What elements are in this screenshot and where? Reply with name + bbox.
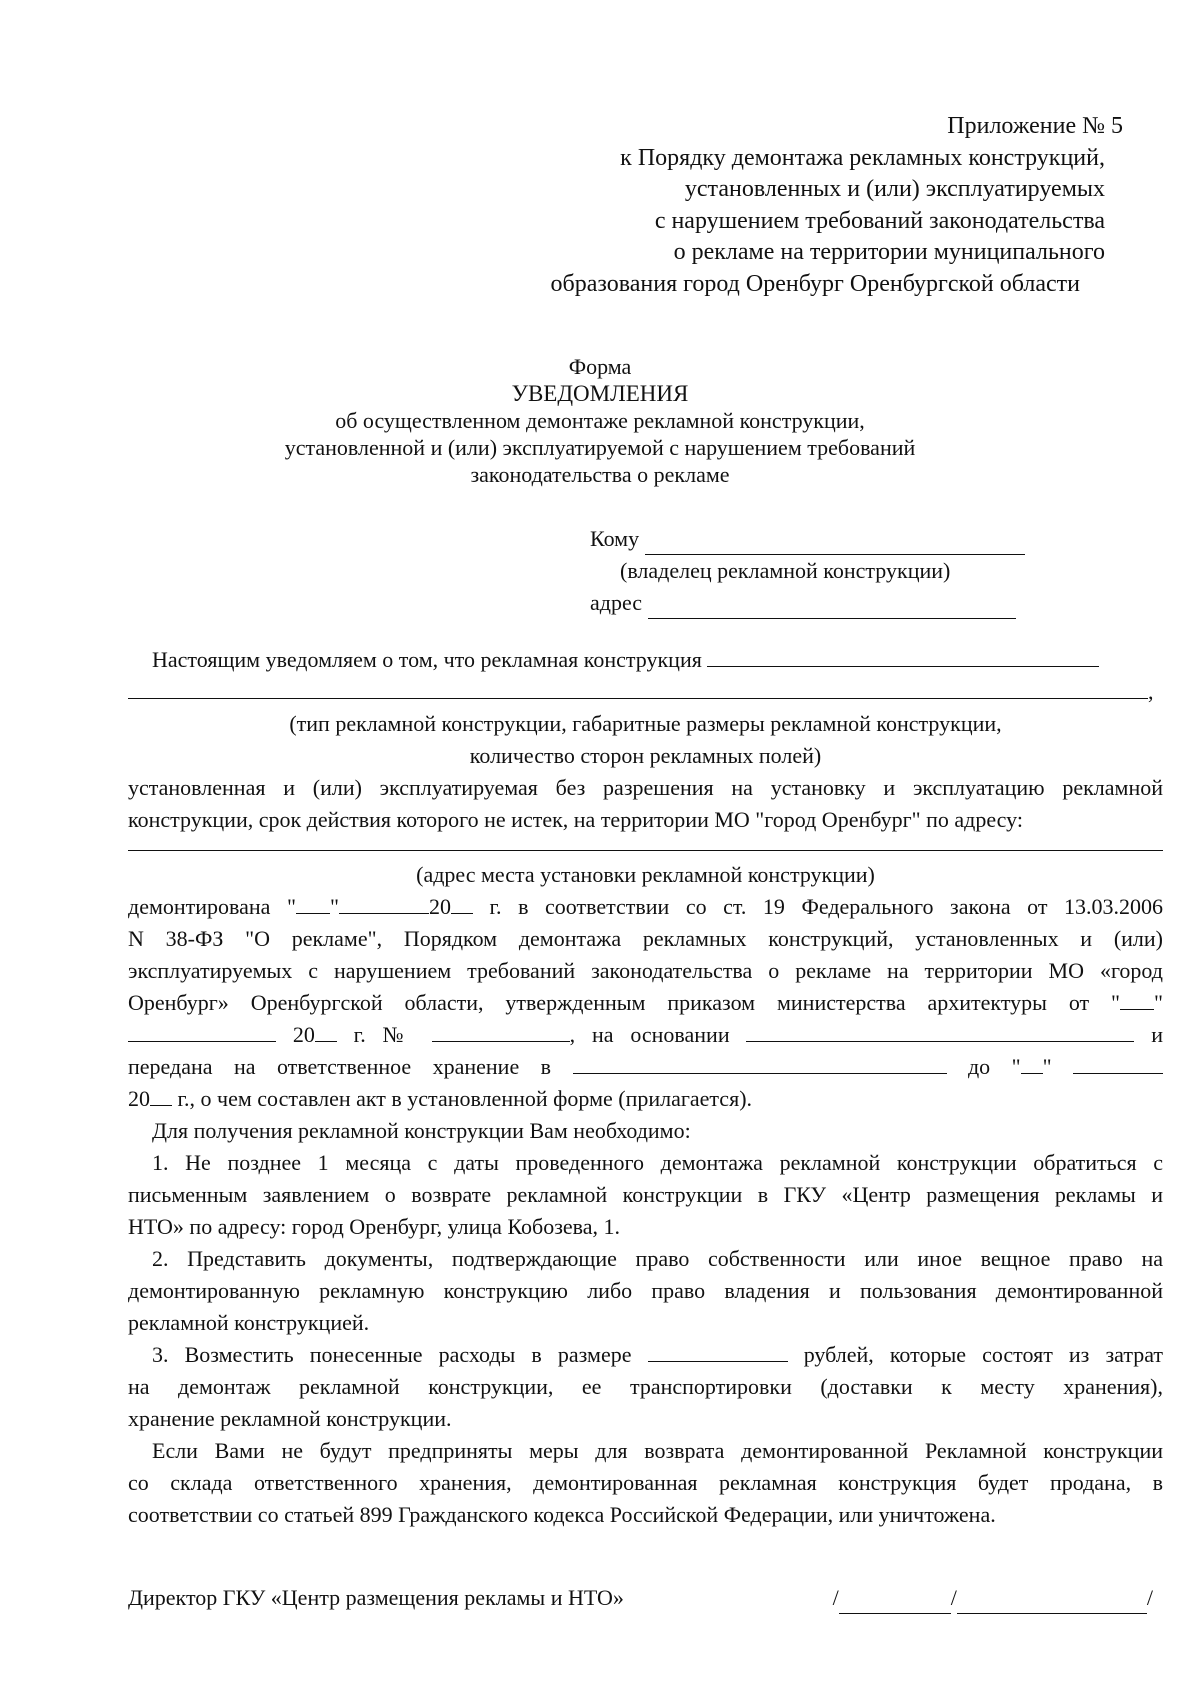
quote: " (1154, 990, 1163, 1015)
until-year-field[interactable] (150, 1083, 172, 1106)
slash: / (832, 1585, 839, 1610)
storage-field[interactable] (573, 1051, 947, 1074)
order-number-field[interactable] (432, 1019, 570, 1042)
item2-line: рекламной конструкцией. (128, 1310, 370, 1335)
dismantled-text: г. в соответствии со ст. 19 Федерального закона от 13.03.2006 (489, 894, 1164, 919)
construction-field[interactable] (707, 644, 1099, 667)
type-caption: количество сторон рекламных полей) (469, 743, 822, 768)
act-text: г., о чем составлен акт в установленной форме (прилагается). (177, 1086, 753, 1111)
year-field[interactable] (451, 891, 473, 914)
transfer-text: передана на ответственное хранение в (128, 1054, 552, 1079)
title-subline: об осуществленном демонтаже рекламной конструкции, (335, 408, 865, 433)
item2-line: демонтированную рекламную конструкцию либо право владения и пользования демонтированной (128, 1278, 1163, 1303)
slash: / (1146, 1585, 1153, 1610)
item3-text: 3. Возместить понесенные расходы в размере (152, 1342, 632, 1367)
address-caption: (адрес места установки рекламной конструкции) (416, 862, 875, 887)
cost-field[interactable] (648, 1339, 788, 1362)
until-text: до " (967, 1054, 1021, 1079)
signature-field[interactable] (839, 1591, 951, 1614)
intro-text: Настоящим уведомляем о том, что рекламная конструкция (152, 647, 702, 672)
item1-line: НТО» по адресу: город Оренбург, улица Кобозева, 1. (128, 1214, 621, 1239)
address-label: адрес (590, 590, 643, 615)
year-prefix: 20 (292, 1022, 315, 1047)
final-line: Если Вами не будут предприняты меры для возврата демонтированной Рекламной конструкции (152, 1438, 1163, 1463)
owner-caption: (владелец рекламной конструкции) (620, 558, 951, 583)
title-subline: установленной и (или) эксплуатируемой с нарушением требований (284, 435, 916, 460)
order-text: Оренбург» Оренбургской области, утвержденным приказом министерства архитектуры от " (128, 990, 1121, 1015)
appendix-line: о рекламе на территории муниципального (673, 239, 1105, 265)
dismantled-line (128, 891, 1163, 923)
notice-body (128, 644, 1163, 1531)
appendix-line: образования город Оренбург Оренбургской области (550, 270, 1080, 297)
quote: " (329, 894, 339, 919)
dismantled-text: демонтирована " (128, 894, 296, 919)
body-line: установленная и (или) эксплуатируемая без разрешения на установку и эксплуатацию рекламной (128, 775, 1163, 800)
to-label: Кому (590, 526, 640, 551)
number-label: г. № (353, 1022, 415, 1047)
body-line: N 38-ФЗ "О рекламе", Порядком демонтажа рекламных конструкций, установленных и (или) (128, 926, 1163, 951)
quote: " (1042, 1054, 1052, 1079)
signature-block (128, 1582, 1163, 1614)
appendix-line: Приложение № 5 (947, 113, 1123, 139)
item1-line: письменным заявлением о возврате рекламной конструкции в ГКУ «Центр размещения рекламы и (128, 1182, 1163, 1207)
name-field[interactable] (957, 1591, 1147, 1614)
construction-field-line (128, 676, 1163, 708)
title-subline: законодательства о рекламе (470, 462, 730, 487)
final-line: со склада ответственного хранения, демонтированная рекламная конструкция будет продана, в (128, 1470, 1163, 1495)
item3-line (128, 1339, 1163, 1371)
construction-field-2[interactable] (128, 676, 1148, 699)
slash: / (950, 1585, 957, 1610)
director-title: Директор ГКУ «Центр размещения рекламы и НТО» (128, 1585, 624, 1610)
until-month-field[interactable] (1073, 1051, 1163, 1074)
month-field[interactable] (339, 891, 429, 914)
order-number-line (128, 1019, 1163, 1051)
item3-line: на демонтаж рекламной конструкции, ее транспортировки (доставки к месту хранения), (128, 1374, 1163, 1399)
day-field[interactable] (296, 891, 330, 914)
body-line: эксплуатируемых с нарушением требований законодательства о рекламе на территории МО «город (128, 958, 1163, 983)
appendix-line: к Порядку демонтажа рекламных конструкций, (620, 144, 1105, 171)
to-field[interactable] (645, 532, 1025, 555)
order-line (128, 987, 1163, 1019)
basis-field[interactable] (746, 1019, 1134, 1042)
order-month-field[interactable] (128, 1019, 276, 1042)
item3-text: рублей, которые состоят из затрат (803, 1342, 1164, 1367)
type-caption: (тип рекламной конструкции, габаритные размеры рекламной конструкции, (289, 711, 1002, 736)
signature-slots (833, 1582, 1153, 1614)
notice-heading: УВЕДОМЛЕНИЯ (511, 381, 689, 406)
item3-line: хранение рекламной конструкции. (128, 1406, 452, 1431)
intro-line (128, 644, 1163, 676)
comma: , (1148, 679, 1154, 704)
and-text: и (1151, 1022, 1164, 1047)
item1-line: 1. Не позднее 1 месяца с даты проведенного демонтажа рекламной конструкции обратиться с (152, 1150, 1163, 1175)
form-label: Форма (568, 354, 632, 379)
install-address-field[interactable] (128, 836, 1163, 851)
appendix-line: установленных и (или) эксплуатируемых (684, 176, 1105, 202)
recipient-block (590, 523, 1050, 619)
basis-text: , на основании (569, 1022, 730, 1047)
body-line: конструкции, срок действия которого не истек, на территории МО "город Оренбург" по адресу: (128, 807, 1023, 832)
item2-line: 2. Представить документы, подтверждающие право собственности или иное вещное право на (152, 1246, 1163, 1271)
appendix-header (305, 111, 1123, 300)
year-prefix: 20 (428, 894, 451, 919)
form-title (0, 353, 1200, 488)
until-day-field[interactable] (1021, 1051, 1043, 1074)
year-prefix: 20 (128, 1086, 150, 1111)
order-year-field[interactable] (315, 1019, 337, 1042)
need-line: Для получения рекламной конструкции Вам необходимо: (152, 1118, 691, 1143)
appendix-line: с нарушением требований законодательства (654, 207, 1105, 234)
address-field[interactable] (648, 596, 1016, 619)
transfer-line (128, 1051, 1163, 1083)
order-day-field[interactable] (1120, 987, 1154, 1010)
final-line: соответствии со статьей 899 Гражданского кодекса Российской Федерации, или уничтожена. (128, 1502, 996, 1527)
act-line (128, 1083, 1163, 1115)
